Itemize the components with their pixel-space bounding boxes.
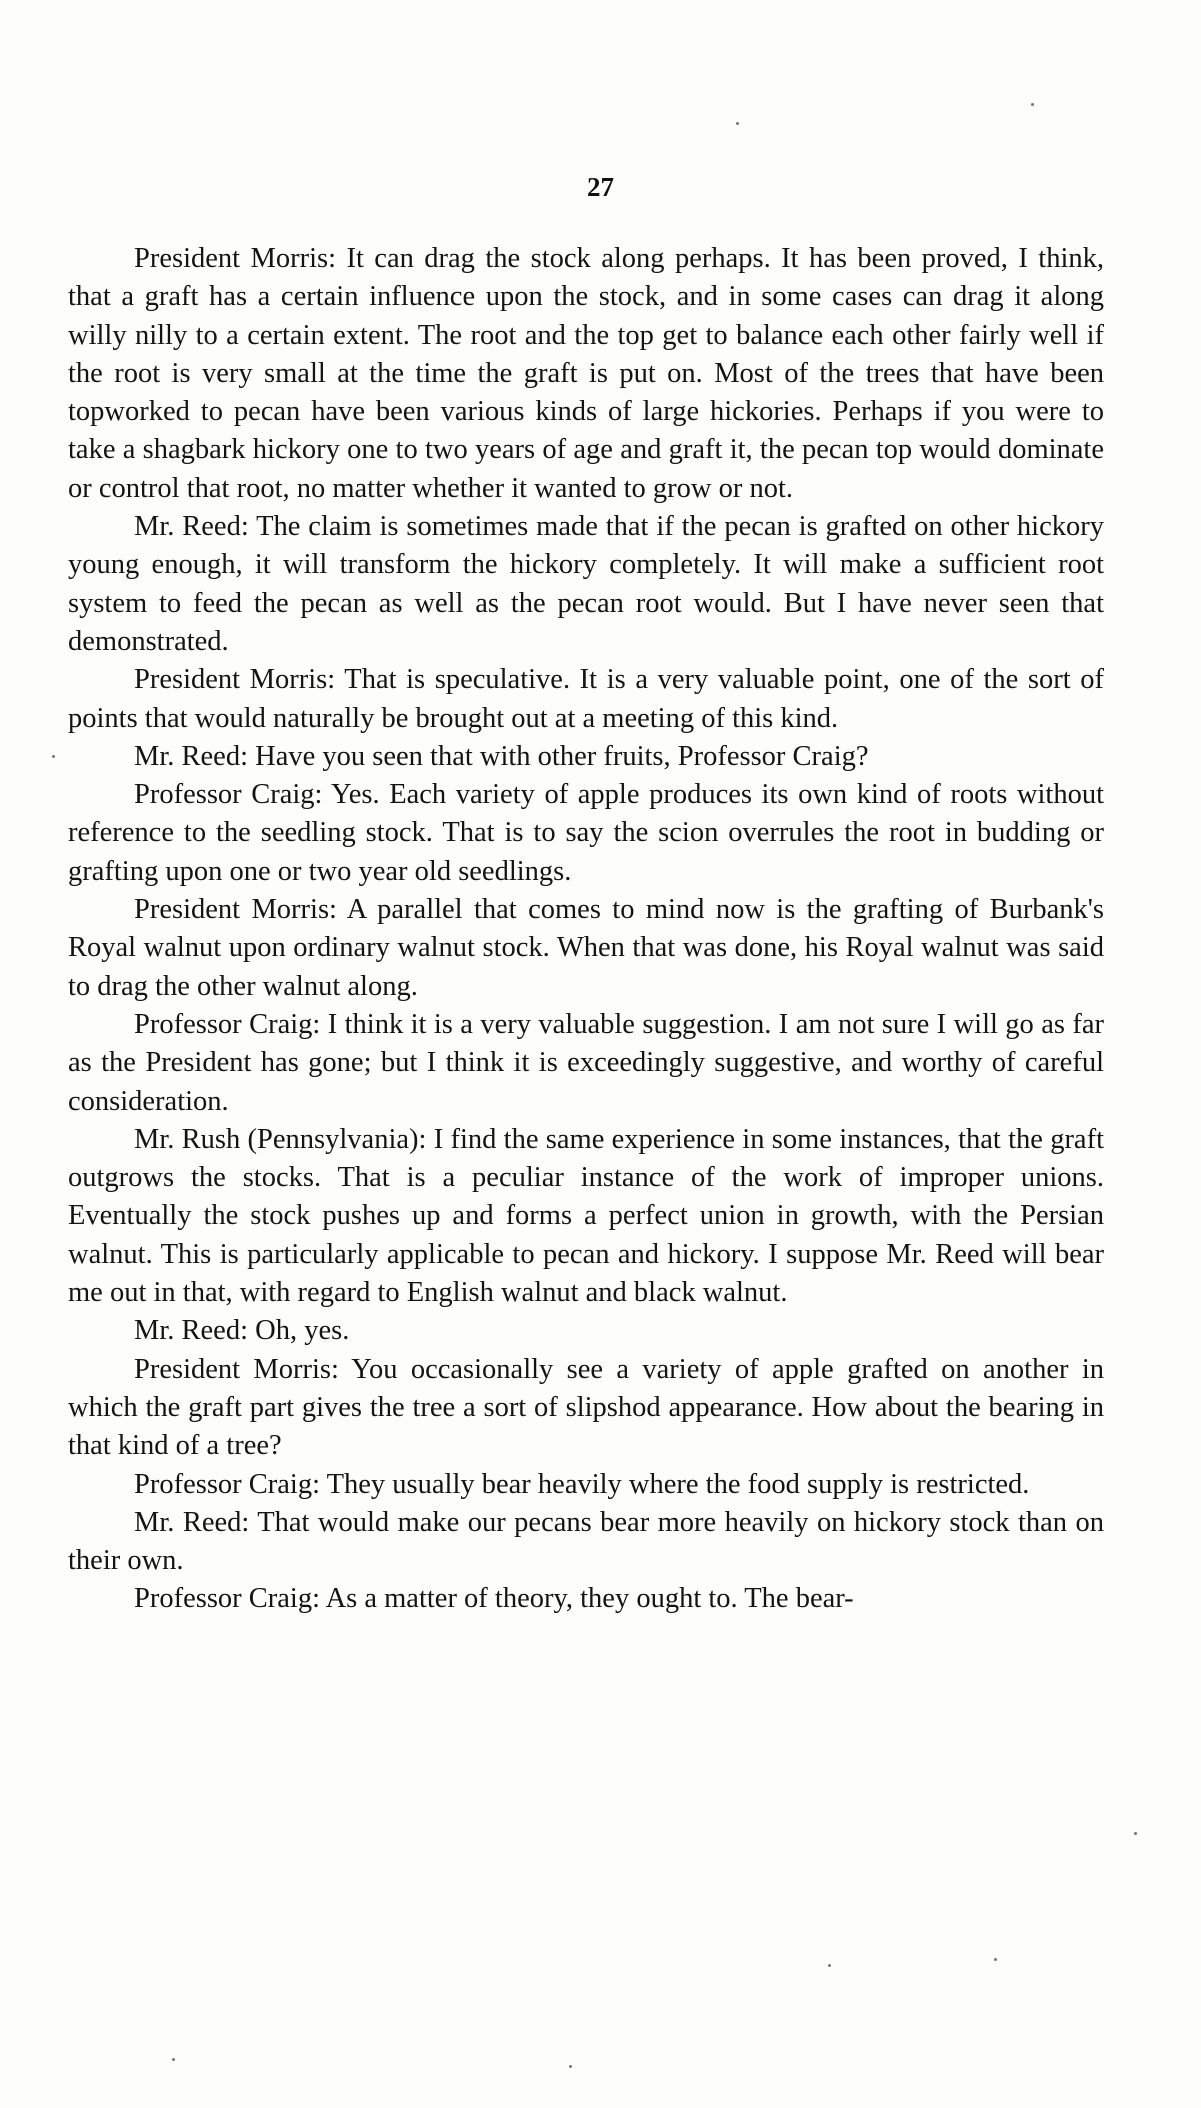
- speaker-label: President Morris:: [134, 1353, 339, 1385]
- scan-speck: [994, 1958, 997, 1961]
- paragraph-text: They usually bear heavily where the food supply is restricted.: [320, 1468, 1030, 1500]
- paragraph: [68, 240, 1104, 508]
- scan-speck: [52, 755, 55, 758]
- speaker-label: Professor Craig:: [134, 779, 323, 811]
- paragraph: [68, 1121, 1104, 1312]
- paragraph: [68, 1006, 1104, 1121]
- scan-speck: [736, 122, 739, 125]
- paragraph: [68, 1580, 1104, 1618]
- paragraph-text: That would make our pecans bear more heavily on hickory stock than on their own.: [68, 1506, 1104, 1577]
- paragraph: [68, 1351, 1104, 1466]
- scan-speck: [172, 2058, 175, 2061]
- paragraph: [68, 1466, 1104, 1504]
- paragraph-text: I find the same experience in some instances, that the graft outgrows the stocks. That is a peculiar instance of the work of improper unions. Eventually the stock pushes up and forms a perfect union in growth, with the Persian walnut. This is particularly applicable to pecan and hickory. I suppose Mr. Reed will bear me out in that, with regard to English walnut and black walnut.: [68, 1123, 1104, 1309]
- paragraph: [68, 776, 1104, 891]
- paragraph: [68, 1504, 1104, 1581]
- paragraph: [68, 661, 1104, 738]
- speaker-label: Mr. Rush (Pennsylvania):: [134, 1123, 427, 1155]
- speaker-label: Professor Craig:: [134, 1008, 321, 1040]
- paragraph-text: You occasionally see a variety of apple grafted on another in which the graft part gives the tree a sort of slipshod appearance. How about the bearing in that kind of a tree?: [68, 1353, 1104, 1462]
- paragraph-text: A parallel that comes to mind now is the grafting of Burbank's Royal walnut upon ordinary walnut stock. When that was done, his Royal walnut was said to drag the other walnut along.: [68, 894, 1104, 1002]
- paragraph-text: As a matter of theory, they ought to. The bear-: [320, 1583, 854, 1615]
- speaker-label: Professor Craig:: [134, 1583, 321, 1615]
- paragraph: [68, 738, 1104, 776]
- speaker-label: President Morris:: [134, 243, 337, 274]
- speaker-label: Mr. Reed:: [134, 511, 249, 543]
- speaker-label: President Morris:: [134, 894, 337, 926]
- scan-speck: [1031, 103, 1034, 106]
- page-number: 27: [587, 172, 614, 202]
- transcript-body: [68, 240, 1104, 1619]
- paragraph-text: I think it is a very valuable suggestion. I am not sure I will go as far as the President has gone; but I think it is exceedingly suggestive, and worthy of careful consideration.: [68, 1008, 1105, 1117]
- speaker-label: Professor Craig:: [134, 1468, 321, 1500]
- speaker-label: Mr. Reed:: [134, 1506, 250, 1538]
- scan-speck: [828, 1964, 831, 1967]
- paragraph-text: It can drag the stock along perhaps. It has been proved, I think, that a graft has a certain influence upon the stock, and in some cases can drag it along willy nilly to a certain extent. The root and the top get to balance each other fairly well if the root is very small at the time the graft is put on. Most of the trees that have been topworked to pecan have been various kinds of large hickories. Perhaps if you were to take a shagbark hickory one to two years of age and graft it, the pecan top would dominate or control that root, no matter whether it wanted to grow or not.: [68, 243, 1104, 504]
- paragraph-text: Yes. Each variety of apple produces its own kind of roots without reference to the seedling stock. That is to say the scion overrules the root in budding or grafting upon one or two year old seedlings.: [68, 779, 1105, 887]
- paragraph-text: Oh, yes.: [248, 1315, 350, 1347]
- paragraph: [68, 1312, 1104, 1350]
- paragraph: [68, 891, 1104, 1006]
- paragraph: [68, 508, 1104, 661]
- speaker-label: Mr. Reed:: [134, 1315, 248, 1347]
- speaker-label: President Morris:: [134, 664, 336, 696]
- paragraph-text: That is speculative. It is a very valuable point, one of the sort of points that would naturally be brought out at a meeting of this kind.: [68, 664, 1104, 734]
- paragraph-text: Have you seen that with other fruits, Professor Craig?: [248, 740, 869, 772]
- paragraph-text: The claim is sometimes made that if the pecan is grafted on other hickory young enough, it will transform the hickory completely. It will make a sufficient root system to feed the pecan as well as the pecan root would. But I have never seen that demonstrated.: [68, 511, 1104, 657]
- scan-speck: [1134, 1832, 1137, 1835]
- scan-speck: [569, 2065, 572, 2068]
- speaker-label: Mr. Reed:: [134, 740, 248, 772]
